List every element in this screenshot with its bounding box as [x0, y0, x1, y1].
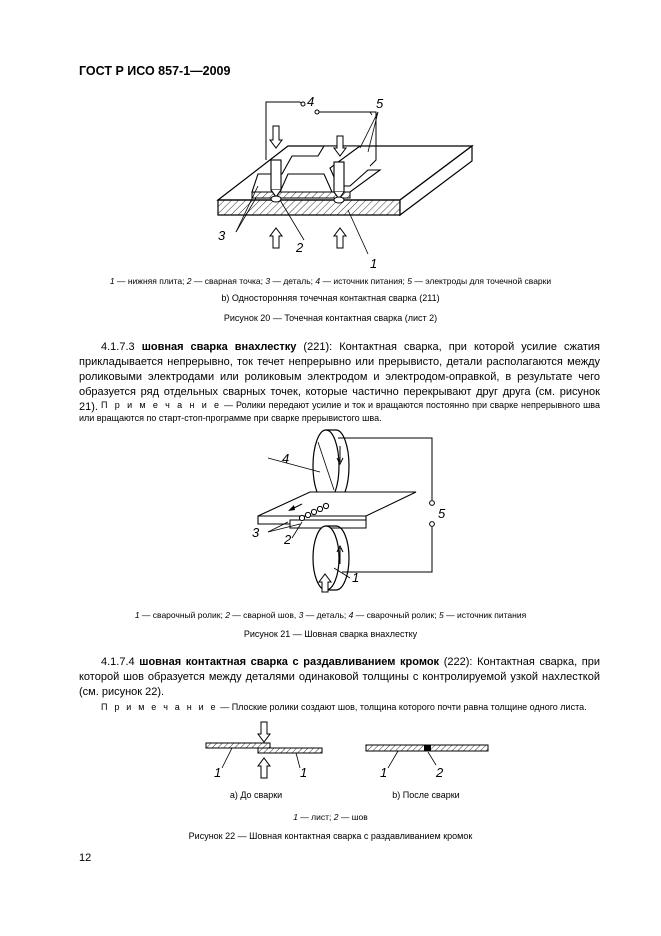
figure-20-legend: 1 — нижняя плита; 2 — сварная точка; 3 — деталь; 4 — источник питания; 5 — электроды для точечной сварки [109, 276, 552, 286]
weld-seam [424, 745, 431, 751]
figure-21-caption: Рисунок 21 — Шовная сварка внахлестку [243, 629, 418, 639]
workpiece-top-sheet [258, 492, 416, 516]
force-arrow-icon [334, 228, 346, 248]
figure-22-a-drawing [200, 720, 330, 782]
label-3: 3 [218, 228, 226, 243]
figure-22-legend: 1 — лист; 2 — шов [293, 812, 368, 822]
label-1: 1 [380, 765, 388, 780]
figure-22-caption: Рисунок 22 — Шовная контактная сварка с раздавливанием кромок [188, 831, 473, 841]
label-2: 2 [296, 240, 304, 255]
figure-22-sub-a: a) До сварки [229, 790, 283, 800]
force-arrow-icon [258, 722, 270, 742]
figure-20-caption: Рисунок 20 — Точечная контактная сварка (лист 2) [223, 313, 438, 323]
electrode-left [271, 160, 281, 190]
figure-22-b-drawing [360, 735, 495, 780]
weld-seam-dot [299, 515, 304, 520]
sheet-lower [258, 748, 322, 753]
force-arrow-icon [258, 758, 270, 778]
weld-spot [271, 196, 281, 202]
force-arrow-icon [270, 126, 282, 148]
label-4: 4 [307, 94, 315, 109]
label-1: 1 [370, 256, 378, 270]
paragraph-4-1-7-3: 4.1.7.3 шовная сварка внахлестку (221): Контактная сварка, при которой усилие сжатия прикладывается непрерывно, ток течет непрерывно или прерывисто, детали располагаются между роликовыми электродами или роликовым электродом и электродом-оправкой, в результате чего образуется ряд отдельных сварных точек, которые частично перекрывают друг друга (см. рисунок 21). [79, 341, 600, 413]
figure-21-legend: 1 — сварочный ролик; 2 — сварной шов, 3 — деталь; 4 — сварочный ролик; 5 — источник питания [134, 610, 527, 620]
label-1: 1 [214, 765, 222, 780]
weld-seam-dot [317, 506, 322, 511]
label-1: 1 [300, 765, 308, 780]
weld-seam-dot [323, 503, 328, 508]
page-number: 12 [79, 852, 92, 864]
note-4-1-7-4: П р и м е ч а н и е — Плоские ролики создают шов, толщина которого почти равна толщине одного листа. [101, 702, 587, 712]
label-4: 4 [282, 451, 290, 466]
weld-seam-dot [305, 512, 310, 517]
figure-22-sub-b: b) После сварки [392, 790, 460, 800]
power-source-terminal [315, 110, 319, 114]
label-3: 3 [252, 525, 260, 540]
power-source-terminal [430, 501, 435, 506]
weld-spot [334, 197, 344, 203]
figure-20-drawing [200, 90, 500, 270]
document-header: ГОСТ Р ИСО 857-1—2009 [79, 64, 231, 78]
power-source-terminal [430, 522, 435, 527]
force-arrow-icon [270, 228, 282, 248]
sheet-upper [206, 743, 270, 748]
label-5: 5 [438, 506, 446, 521]
label-2: 2 [284, 532, 292, 547]
note-4-1-7-3: П р и м е ч а н и е — Ролики передают усилие и ток и вращаются постоянно при сварке непрерывного шва или вращаются по старт-стоп-программе при сварке прерывистого шва. [79, 400, 600, 423]
electrode-right [334, 162, 344, 192]
weld-seam-dot [311, 509, 316, 514]
figure-20-subcaption: b) Односторонняя точечная контактная сварка (211) [221, 293, 440, 303]
figure-21-drawing [230, 420, 460, 595]
paragraph-4-1-7-4: 4.1.7.4 шовная контактная сварка с раздавливанием кромок (222): Контактная сварка, при которой шов образуется между деталями одинаковой толщины с контролируемой узкой нахлесткой (см. рисунок 22). [79, 656, 600, 698]
label-1: 1 [352, 570, 360, 585]
label-2: 2 [436, 765, 444, 780]
label-5: 5 [376, 96, 384, 111]
